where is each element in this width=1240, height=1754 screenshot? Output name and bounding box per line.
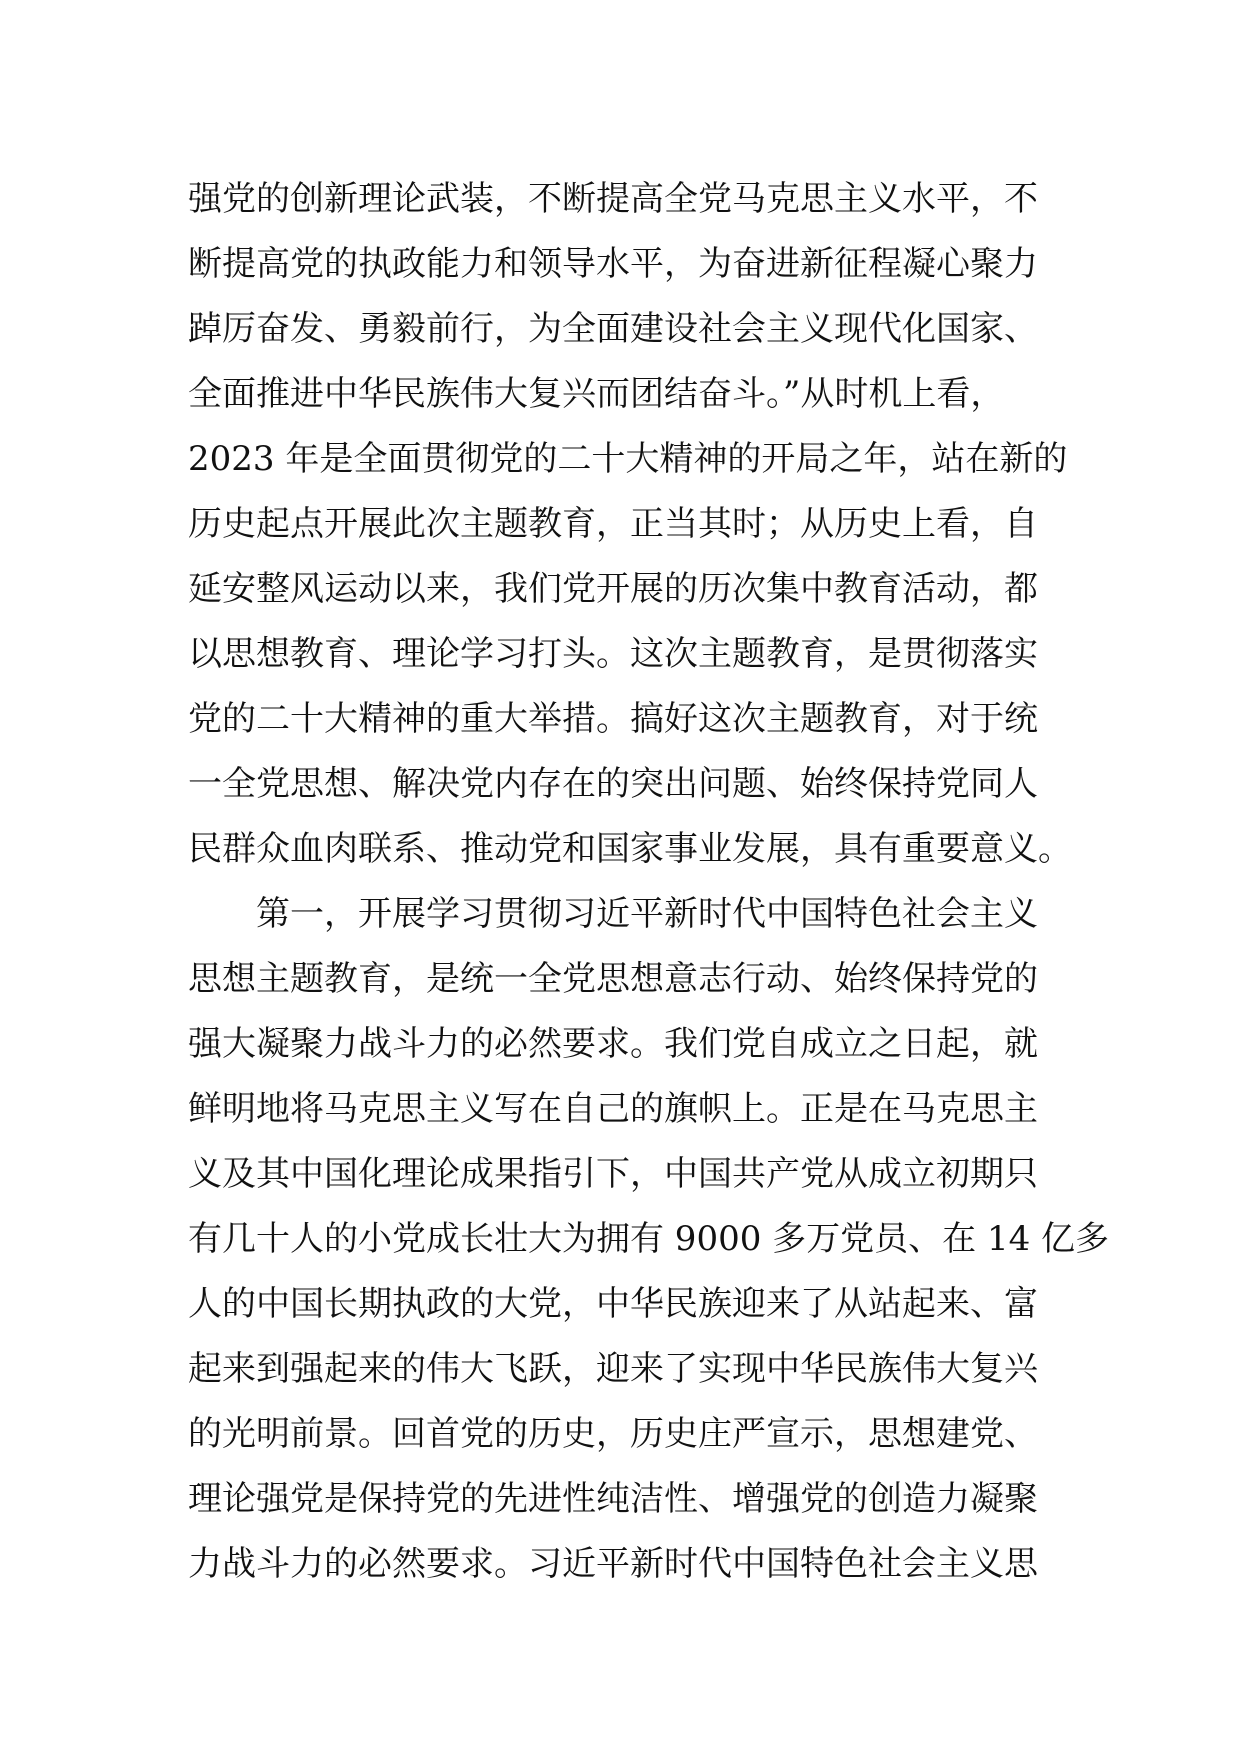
text-line: 一全党思想、解决党内存在的突出问题、始终保持党同人 — [188, 764, 1038, 804]
text-line: 力战斗力的必然要求。习近平新时代中国特色社会主义思 — [188, 1544, 1038, 1584]
text-line: 思想主题教育，是统一全党思想意志行动、始终保持党的 — [188, 959, 1038, 999]
paragraph-start-line: 第一，开展学习贯彻习近平新时代中国特色社会主义 — [256, 894, 1038, 934]
body-text — [188, 167, 1110, 1597]
text-line: 人的中国长期执政的大党，中华民族迎来了从站起来、富 — [188, 1284, 1038, 1324]
text-line: 的光明前景。回首党的历史，历史庄严宣示，思想建党、 — [188, 1414, 1038, 1454]
text-line: 踔厉奋发、勇毅前行，为全面建设社会主义现代化国家、 — [188, 309, 1038, 349]
text-line: 历史起点开展此次主题教育，正当其时；从历史上看，自 — [188, 504, 1038, 544]
text-line: 有几十人的小党成长壮大为拥有 9000 多万党员、在 14 亿多 — [188, 1219, 1110, 1259]
text-line: 鲜明地将马克思主义写在自己的旗帜上。正是在马克思主 — [188, 1089, 1038, 1129]
text-line: 民群众血肉联系、推动党和国家事业发展，具有重要意义。 — [188, 829, 1072, 869]
text-line: 强大凝聚力战斗力的必然要求。我们党自成立之日起，就 — [188, 1024, 1038, 1064]
text-line: 起来到强起来的伟大飞跃，迎来了实现中华民族伟大复兴 — [188, 1349, 1038, 1389]
text-line: 义及其中国化理论成果指引下，中国共产党从成立初期只 — [188, 1154, 1038, 1194]
text-line: 断提高党的执政能力和领导水平，为奋进新征程凝心聚力 — [188, 244, 1038, 284]
text-line: 2023 年是全面贯彻党的二十大精神的开局之年，站在新的 — [188, 439, 1068, 479]
text-line: 延安整风运动以来，我们党开展的历次集中教育活动，都 — [188, 569, 1038, 609]
text-line: 强党的创新理论武装，不断提高全党马克思主义水平，不 — [188, 179, 1038, 219]
text-line: 以思想教育、理论学习打头。这次主题教育，是贯彻落实 — [188, 634, 1038, 674]
text-line: 全面推进中华民族伟大复兴而团结奋斗。”从时机上看， — [188, 374, 1005, 414]
text-line: 理论强党是保持党的先进性纯洁性、增强党的创造力凝聚 — [188, 1479, 1038, 1519]
text-line: 党的二十大精神的重大举措。搞好这次主题教育，对于统 — [188, 699, 1038, 739]
